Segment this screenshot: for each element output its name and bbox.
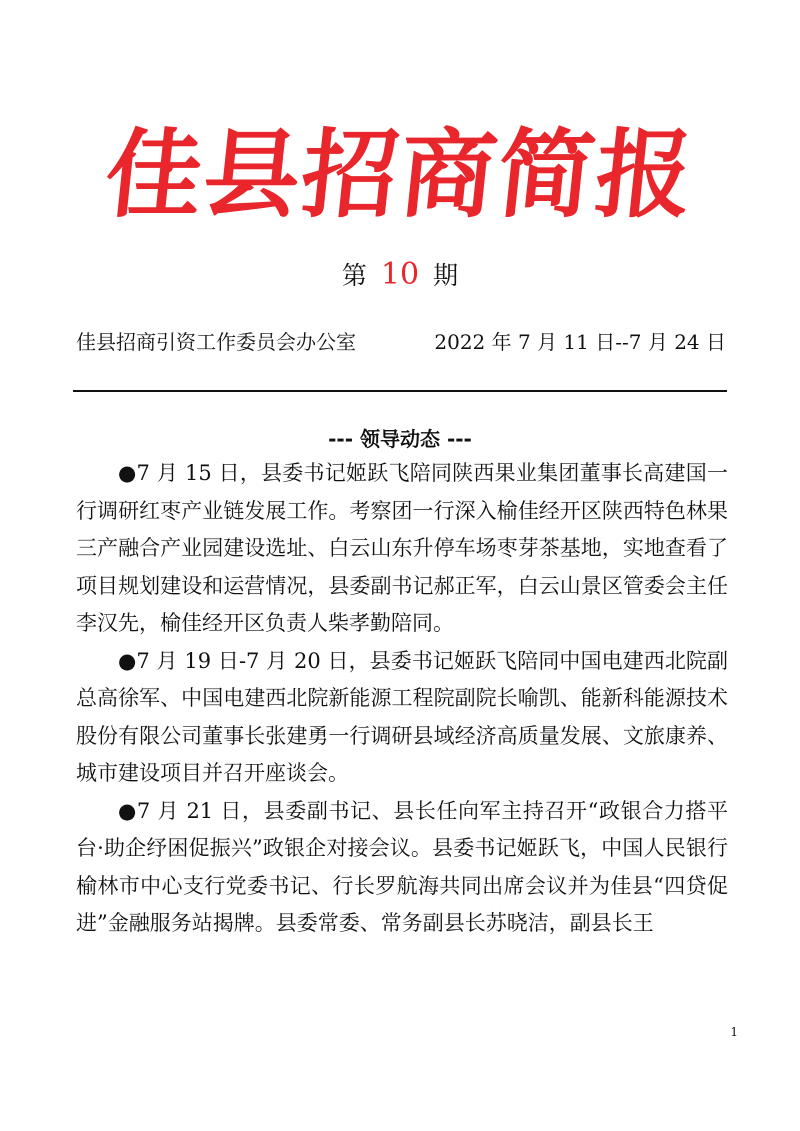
paragraph: ●7 月 19 日-7 月 20 日，县委书记姬跃飞陪同中国电建西北院副总高徐军、中国电建西北院新能源工程院副院长喻凯、能新科能源技术股份有限公司董事长张建勇一行调研县域经济高质量发展、文旅康养、城市建设项目并召开座谈会。: [76, 648, 728, 785]
page-number: 1: [730, 1025, 738, 1039]
issue-line: [0, 255, 800, 296]
issue-prefix: 第: [341, 261, 367, 290]
section-title: --- 领导动态 ---: [328, 427, 472, 451]
publication-meta: [76, 326, 726, 358]
issue-number: 10: [380, 257, 420, 292]
date-range: 2022 年 7 月 11 日--7 月 24 日: [434, 330, 726, 354]
article-body: [76, 455, 728, 943]
paragraph: ●7 月 15 日，县委书记姬跃飞陪同陕西果业集团董事长高建国一行调研红枣产业链发展工作。考察团一行深入榆佳经开区陕西特色林果三产融合产业园建设选址、白云山东升停车场枣芽茶基地，实地查看了项目规划建设和运营情况，县委副书记郝正军，白云山景区管委会主任李汉先，榆佳经开区负责人柴孝勤陪同。: [76, 461, 728, 635]
paragraph: ●7 月 21 日，县委副书记、县长任向军主持召开“政银合力搭平台·助企纾困促振兴”政银企对接会议。县委书记姬跃飞，中国人民银行榆林市中心支行党委书记、行长罗航海共同出席会议并为佳县“四贷促进”金融服务站揭牌。县委常委、常务副县长苏晓洁，副县长王: [76, 798, 728, 935]
header-divider: [73, 390, 727, 392]
issue-suffix: 期: [433, 261, 459, 290]
masthead-title: 佳县招商简报: [100, 119, 700, 231]
publisher-office: 佳县招商引资工作委员会办公室: [76, 330, 356, 354]
